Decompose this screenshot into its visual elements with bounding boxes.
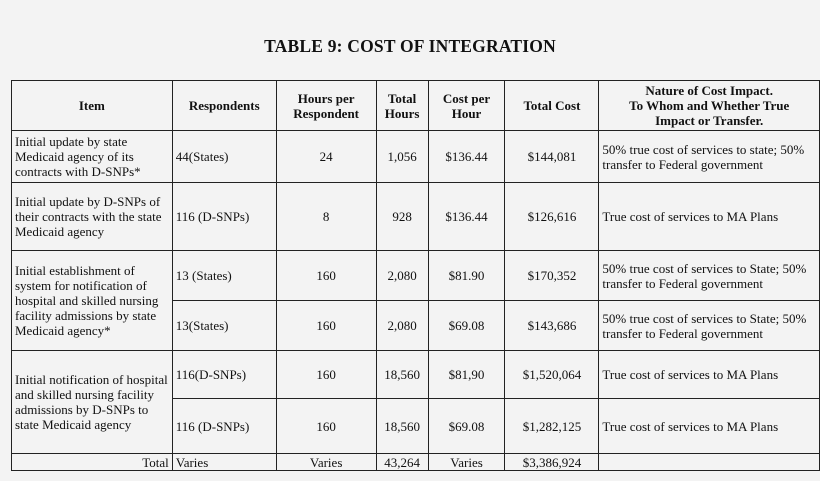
- total-cost-cell: $126,616: [505, 183, 599, 251]
- total-hours-cell: 2,080: [376, 251, 428, 301]
- hours-cell: 160: [276, 351, 376, 399]
- respondents-cell: 44(States): [172, 131, 276, 183]
- respondents-cell: 116(D-SNPs): [172, 351, 276, 399]
- total-cost-cell: $1,520,064: [505, 351, 599, 399]
- total-hours-cell: 18,560: [376, 351, 428, 399]
- respondents-cell: 13(States): [172, 301, 276, 351]
- header-total-hours: Total Hours: [376, 81, 428, 131]
- item-cell: Initial update by state Medicaid agency of its contracts with D-SNPs*: [12, 131, 173, 183]
- hours-cell: 24: [276, 131, 376, 183]
- header-hours-per-respondent: Hours per Respondent: [276, 81, 376, 131]
- nature-cell: True cost of services to MA Plans: [599, 399, 820, 454]
- total-nature: [599, 454, 820, 471]
- total-hours-cell: 2,080: [376, 301, 428, 351]
- cost-per-hour-cell: $81,90: [428, 351, 505, 399]
- item-cell: Initial establishment of system for notification of hospital and skilled nursing facility admissions by state Medicaid agency*: [12, 251, 173, 351]
- total-total-hours: 43,264: [376, 454, 428, 471]
- total-hours-cell: 18,560: [376, 399, 428, 454]
- header-respondents: Respondents: [172, 81, 276, 131]
- total-hours-cell: 1,056: [376, 131, 428, 183]
- total-label: Total: [12, 454, 173, 471]
- total-cost-cell: $1,282,125: [505, 399, 599, 454]
- table-row: [12, 183, 820, 251]
- cost-of-integration-table: [11, 80, 820, 471]
- hours-cell: 160: [276, 251, 376, 301]
- total-cost-cell: $144,081: [505, 131, 599, 183]
- total-row: [12, 454, 820, 471]
- cost-per-hour-cell: $69.08: [428, 301, 505, 351]
- total-hours-cell: 928: [376, 183, 428, 251]
- total-hours-per-respondent: Varies: [276, 454, 376, 471]
- total-cost-per-hour: Varies: [428, 454, 505, 471]
- nature-cell: 50% true cost of services to state; 50% transfer to Federal government: [599, 131, 820, 183]
- total-respondents: Varies: [172, 454, 276, 471]
- hours-cell: 160: [276, 399, 376, 454]
- cost-per-hour-cell: $81.90: [428, 251, 505, 301]
- respondents-cell: 116 (D-SNPs): [172, 183, 276, 251]
- nature-cell: 50% true cost of services to State; 50% transfer to Federal government: [599, 301, 820, 351]
- total-cost-cell: $170,352: [505, 251, 599, 301]
- header-row: [12, 81, 820, 131]
- nature-cell: True cost of services to MA Plans: [599, 351, 820, 399]
- header-cost-per-hour: Cost per Hour: [428, 81, 505, 131]
- respondents-cell: 116 (D-SNPs): [172, 399, 276, 454]
- hours-cell: 8: [276, 183, 376, 251]
- cost-per-hour-cell: $136.44: [428, 183, 505, 251]
- table-title: TABLE 9: COST OF INTEGRATION: [264, 36, 556, 56]
- table-row: [12, 131, 820, 183]
- table-row: [12, 251, 820, 301]
- nature-cell: 50% true cost of services to State; 50% transfer to Federal government: [599, 251, 820, 301]
- cost-per-hour-cell: $136.44: [428, 131, 505, 183]
- header-item: Item: [12, 81, 173, 131]
- nature-cell: True cost of services to MA Plans: [599, 183, 820, 251]
- total-cost-cell: $143,686: [505, 301, 599, 351]
- item-cell: Initial update by D-SNPs of their contracts with the state Medicaid agency: [12, 183, 173, 251]
- item-cell: Initial notification of hospital and skilled nursing facility admissions by D-SNPs to state Medicaid agency: [12, 351, 173, 454]
- total-total-cost: $3,386,924: [505, 454, 599, 471]
- header-nature-of-cost-impact: Nature of Cost Impact. To Whom and Whether True Impact or Transfer.: [599, 81, 820, 131]
- cost-per-hour-cell: $69.08: [428, 399, 505, 454]
- table-row: [12, 351, 820, 399]
- header-total-cost: Total Cost: [505, 81, 599, 131]
- hours-cell: 160: [276, 301, 376, 351]
- respondents-cell: 13 (States): [172, 251, 276, 301]
